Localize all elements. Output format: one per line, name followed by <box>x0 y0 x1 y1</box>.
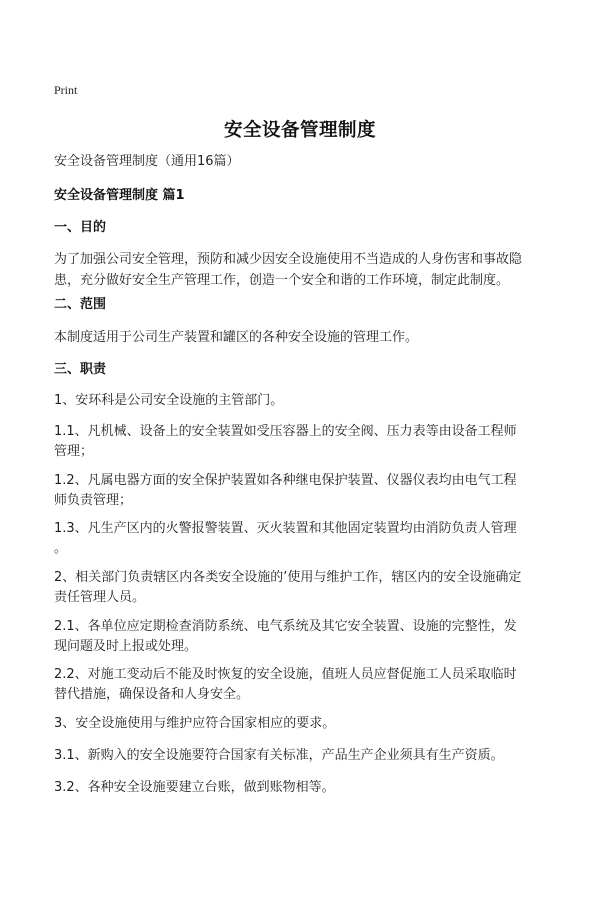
heading-purpose: 一、目的 <box>54 220 107 235</box>
paragraph-line: 2、相关部门负责辖区内各类安全设施的’使用与维护工作，辖区内的安全设施确定 <box>54 570 522 585</box>
paragraph-line: 。 <box>54 541 68 556</box>
paragraph-line: 师负责管理； <box>54 493 133 508</box>
section-title: 安全设备管理制度 篇1 <box>54 188 185 203</box>
paragraph-line: 管理； <box>54 444 94 459</box>
print-link[interactable]: Print <box>54 83 78 97</box>
paragraph-line: 为了加强公司安全管理，预防和减少因安全设施使用不当造成的人身伤害和事故隐 <box>54 252 523 267</box>
paragraph-line: 责任管理人员。 <box>54 590 146 605</box>
paragraph-line: 3.1、新购入的安全设施要符合国家有关标准，产品生产企业须具有生产资质。 <box>54 748 504 763</box>
page-title: 安全设备管理制度 <box>223 120 376 141</box>
paragraph-line: 3、安全设施使用与维护应符合国家相应的要求。 <box>54 716 336 731</box>
heading-scope: 二、范围 <box>54 297 107 312</box>
paragraph-line: 本制度适用于公司生产装置和罐区的各种安全设施的管理工作。 <box>54 330 419 345</box>
paragraph-line: 替代措施，确保设备和人身安全。 <box>54 687 250 702</box>
paragraph-line: 2.2、对施工变动后不能及时恢复的安全设施，值班人员应督促施工人员采取临时 <box>54 667 517 682</box>
document-subtitle: 安全设备管理制度（通用16篇） <box>54 154 240 169</box>
paragraph-line: 现问题及时上报或处理。 <box>54 639 198 654</box>
paragraph-line: 3.2、各种安全设施要建立台账，做到账物相等。 <box>54 780 335 795</box>
paragraph-line: 1.3、凡生产区内的火警报警装置、灭火装置和其他固定装置均由消防负责人管理 <box>54 521 517 536</box>
paragraph-line: 1.2、凡属电器方面的安全保护装置如各种继电保护装置、仪器仪表均由电气工程 <box>54 473 517 488</box>
paragraph-line: 患，充分做好安全生产管理工作，创造一个安全和谐的工作环境，制定此制度。 <box>54 273 510 288</box>
heading-duties: 三、职责 <box>54 362 107 377</box>
paragraph-line: 1、安环科是公司安全设施的主管部门。 <box>54 393 284 408</box>
paragraph-line: 2.1、各单位应定期检查消防系统、电气系统及其它安全装置、设施的完整性，发 <box>54 619 517 634</box>
paragraph-line: 1.1、凡机械、设备上的安全装置如受压容器上的安全阀、压力表等由设备工程师 <box>54 424 517 439</box>
